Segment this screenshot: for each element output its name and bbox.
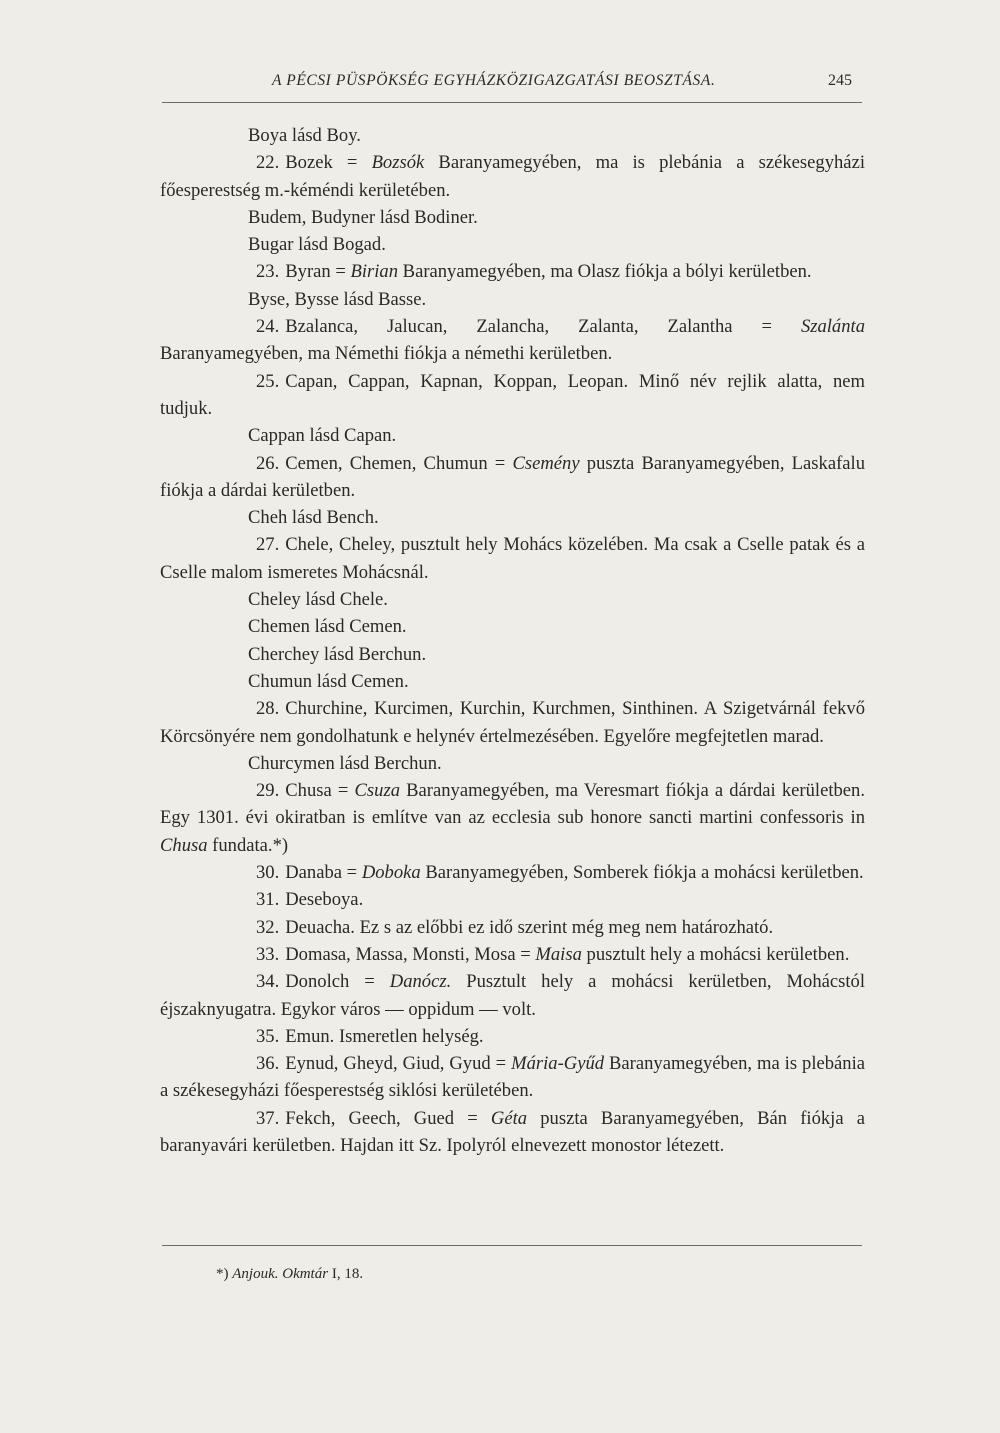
- entry-text: Donolch =: [285, 971, 390, 993]
- entry-paragraph: [160, 531, 865, 586]
- entry-text: Danaba =: [285, 862, 362, 884]
- entry-modern-name: Bozsók: [371, 152, 425, 174]
- cross-reference: Bugar lásd Bogad.: [248, 234, 386, 256]
- footnote-ref: I, 18.: [328, 1266, 364, 1282]
- footnote: [216, 1266, 363, 1283]
- entry-text: Domasa, Massa, Monsti, Mosa =: [285, 943, 536, 965]
- entry-paragraph: [160, 149, 865, 204]
- entry-text: Capan, Cappan, Kapnan, Koppan, Leopan. Minő név rejlik alatta, nem tudjuk.: [160, 370, 865, 419]
- entry-paragraph: [160, 368, 865, 423]
- entry-text: Cemen, Chemen, Chumun =: [285, 452, 513, 474]
- entry-modern-name: Csemény: [512, 452, 580, 474]
- entry-number: 24.: [256, 316, 280, 338]
- entry-number: 36.: [256, 1053, 280, 1075]
- cross-reference: Churcymen lásd Berchun.: [248, 752, 442, 774]
- entry-modern-name: Csuza: [354, 780, 400, 802]
- cross-reference: Boya lásd Boy.: [248, 125, 361, 146]
- entry-paragraph: [160, 313, 865, 368]
- entry-modern-name: Danócz.: [389, 971, 452, 993]
- article-body: [160, 122, 865, 1159]
- entry-number: 23.: [256, 261, 280, 283]
- entry-number: 25.: [256, 370, 280, 392]
- entry-paragraph: [160, 941, 865, 968]
- entry-number: 28.: [256, 698, 280, 720]
- entry-text: Bozek =: [285, 152, 372, 174]
- entry-paragraph: [160, 886, 865, 913]
- entry-paragraph: [160, 859, 865, 886]
- cross-reference: Budem, Budyner lásd Bodiner.: [248, 206, 478, 228]
- entry-text: Baranyamegyében, ma Némethi fiókja a némethi kerületben.: [160, 343, 613, 365]
- cross-reference: Chemen lásd Cemen.: [248, 616, 407, 638]
- cross-reference: Chumun lásd Cemen.: [248, 670, 409, 692]
- entry-paragraph: [160, 777, 865, 859]
- entry-number: 30.: [256, 862, 280, 884]
- entry-paragraph: [160, 258, 865, 285]
- entry-text: puszta Baranyamegyében, Laskafalu fiókja a dárdai kerületben.: [160, 452, 865, 501]
- entry-italic: Chusa: [160, 834, 208, 856]
- entry-modern-name: Birian: [350, 261, 399, 283]
- entry-paragraph: [160, 450, 865, 505]
- entry-text: fundata.*): [207, 834, 289, 856]
- entry-text: Baranyamegyében, ma Olasz fiókja a bólyi kerületben.: [398, 261, 812, 283]
- cross-reference: Cappan lásd Capan.: [248, 425, 397, 447]
- entry-paragraph: [160, 1105, 865, 1160]
- cross-reference: Cheley lásd Chele.: [248, 589, 388, 611]
- entry-text: puszta Baranyamegyében, Bán fiókja a baranyavári kerületben. Hajdan itt Sz. Ipolyról elnevezett monostor létezett.: [160, 1107, 866, 1156]
- entry-text: Baranyamegyében, ma is plebánia a székesegyházi főesperestség m.-kéméndi kerületében.: [160, 152, 865, 201]
- entry-paragraph: [160, 1050, 865, 1105]
- cross-reference: Cherchey lásd Berchun.: [248, 643, 427, 665]
- entry-text: Bzalanca, Jalucan, Zalancha, Zalanta, Zalantha =: [285, 316, 801, 338]
- header-rule: [162, 102, 862, 103]
- entry-text: Eynud, Gheyd, Giud, Gyud =: [285, 1053, 512, 1075]
- entry-number: 29.: [256, 780, 280, 802]
- entry-number: 27.: [256, 534, 280, 556]
- cross-reference: Cheh lásd Bench.: [248, 507, 379, 529]
- entry-text: Fekch, Geech, Gued =: [285, 1107, 491, 1129]
- entry-paragraph: [160, 968, 865, 1023]
- entry-paragraph: [160, 914, 865, 941]
- entry-text: Baranyamegyében, ma Veresmart fiókja a dárdai kerületben. Egy 1301. évi okiratban is említve van az ecclesia sub honore sancti martini confessoris in: [160, 780, 865, 829]
- footnote-rule: [162, 1245, 862, 1246]
- entry-text: Emun. Ismeretlen helység.: [285, 1025, 484, 1047]
- entry-text: Deseboya.: [285, 889, 364, 911]
- entry-number: 31.: [256, 889, 280, 911]
- entry-text: Deuacha. Ez s az előbbi ez idő szerint még meg nem határozható.: [285, 916, 774, 938]
- entry-modern-name: Doboka: [361, 862, 421, 884]
- entry-number: 37.: [256, 1107, 280, 1129]
- entry-number: 33.: [256, 943, 280, 965]
- footnote-source: Anjouk. Okmtár: [232, 1266, 329, 1282]
- entry-number: 32.: [256, 916, 280, 938]
- entry-modern-name: Géta: [490, 1107, 528, 1129]
- entry-number: 35.: [256, 1025, 280, 1047]
- entry-paragraph: [160, 1023, 865, 1050]
- entry-text: Churchine, Kurcimen, Kurchin, Kurchmen, Sinthinen. A Szigetvárnál fekvő Körcsönyére nem gondolhatunk e helynév értelmezésében. Egyelőre megfejtetlen marad.: [160, 698, 865, 747]
- entry-text: Byran =: [285, 261, 351, 283]
- footnote-mark: *): [216, 1266, 229, 1282]
- entry-modern-name: Mária-Gyűd: [511, 1053, 605, 1075]
- entry-text: Chele, Cheley, pusztult hely Mohács közelében. Ma csak a Cselle patak és a Cselle malom ismeretes Mohácsnál.: [160, 534, 865, 583]
- entry-text: pusztult hely a mohácsi kerületben.: [581, 943, 850, 965]
- entry-number: 22.: [256, 152, 280, 174]
- entry-modern-name: Szalánta: [800, 316, 865, 338]
- entry-number: 26.: [256, 452, 280, 474]
- entry-number: 34.: [256, 971, 280, 993]
- entry-text: Chusa =: [285, 780, 355, 802]
- entry-text: Pusztult hely a mohácsi kerületben, Mohácstól éjszaknyugatra. Egykor város — oppidum — volt.: [160, 971, 866, 1020]
- entry-text: Baranyamegyében, ma is plebánia a székesegyházi főesperestség siklósi kerületében.: [160, 1053, 866, 1102]
- page-number: 245: [828, 72, 852, 89]
- entry-paragraph: [160, 695, 865, 750]
- cross-reference: Byse, Bysse lásd Basse.: [248, 288, 427, 310]
- running-title: A PÉCSI PÜSPÖKSÉG EGYHÁZKÖZIGAZGATÁSI BEOSZTÁSA.: [272, 72, 716, 89]
- entry-text: Baranyamegyében, Somberek fiókja a mohácsi kerületben.: [420, 862, 864, 884]
- page-header: [162, 72, 862, 98]
- entry-modern-name: Maisa: [535, 943, 582, 965]
